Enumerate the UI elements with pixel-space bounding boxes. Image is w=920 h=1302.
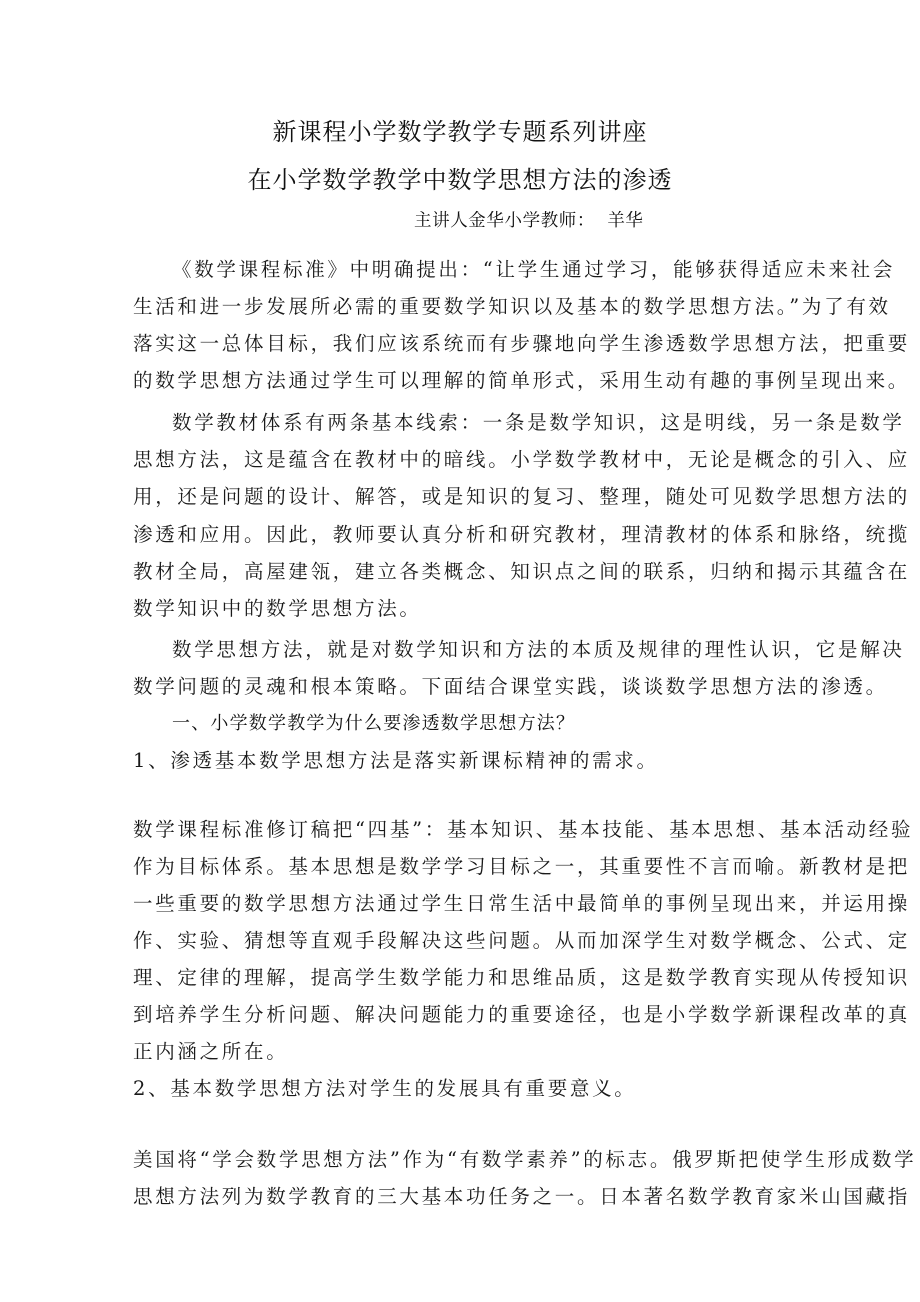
text-line: 作、实验、猜想等直观手段解决这些问题。从而加深学生对数学概念、公式、定 [133, 929, 911, 952]
text-line: 数学知识中的数学思想方法。 [133, 597, 422, 620]
text-line: 生活和进一步发展所必需的重要数学知识以及基本的数学思想方法。”为了有效 [133, 295, 891, 318]
document-title: 新课程小学数学教学专题系列讲座 [272, 118, 648, 146]
section-heading: 一、小学数学教学为什么要渗透数学思想方法？ [172, 713, 576, 734]
text-line: 数学课程标准修订稿把“四基”：基本知识、基本技能、基本思想、基本活动经验 [133, 818, 914, 841]
document-subtitle: 在小学数学教学中数学思想方法的渗透 [247, 166, 673, 194]
text-line: 用，还是问题的设计、解答，或是知识的复习、整理，随处可见数学思想方法的 [133, 485, 911, 508]
text-line: 的数学思想方法通过学生可以理解的简单形式，采用生动有趣的事例呈现出来。 [133, 369, 911, 392]
author-line: 主讲人金华小学教师： 羊华 [414, 211, 644, 231]
text-line: 一些重要的数学思想方法通过学生日常生活中最简单的事例呈现出来，并运用操 [133, 892, 911, 915]
text-line: 作为目标体系。基本思想是数学学习目标之一，其重要性不言而喻。新教材是把 [133, 855, 911, 878]
text-line: 渗透和应用。因此，教师要认真分析和研究教材，理清教材的体系和脉络，统揽 [133, 523, 911, 546]
text-line: 2、基本数学思想方法对学生的发展具有重要意义。 [133, 1077, 637, 1100]
text-line: 数学教材体系有两条基本线索：一条是数学知识，这是明线，另一条是数学 [172, 411, 905, 434]
text-line: 《数学课程标准》中明确提出：“让学生通过学习，能够获得适应未来社会 [172, 258, 896, 281]
text-line: 落实这一总体目标，我们应该系统而有步骤地向学生渗透数学思想方法，把重要 [133, 332, 911, 355]
text-line: 美国将“学会数学思想方法”作为“有数学素养”的标志。俄罗斯把使学生形成数学 [133, 1148, 917, 1171]
text-line: 思想方法列为数学教育的三大基本功任务之一。日本著名数学教育家米山国藏指 [133, 1185, 911, 1208]
text-line: 数学思想方法，就是对数学知识和方法的本质及规律的理性认识，它是解决 [172, 638, 905, 661]
text-line: 1、渗透基本数学思想方法是落实新课标精神的需求。 [133, 749, 659, 772]
text-line: 到培养学生分析问题、解决问题能力的重要途径，也是小学数学新课程改革的真 [133, 1003, 911, 1026]
text-line: 教材全局，高屋建瓴，建立各类概念、知识点之间的联系，归纳和揭示其蕴含在 [133, 560, 911, 583]
text-line: 正内涵之所在。 [133, 1040, 289, 1063]
text-line: 思想方法，这是蕴含在教材中的暗线。小学数学教材中，无论是概念的引入、应 [133, 448, 911, 471]
text-line: 理、定律的理解，提高学生数学能力和思维品质，这是数学教育实现从传授知识 [133, 966, 911, 989]
text-line: 数学问题的灵魂和根本策略。下面结合课堂实践，谈谈数学思想方法的渗透。 [133, 675, 888, 698]
